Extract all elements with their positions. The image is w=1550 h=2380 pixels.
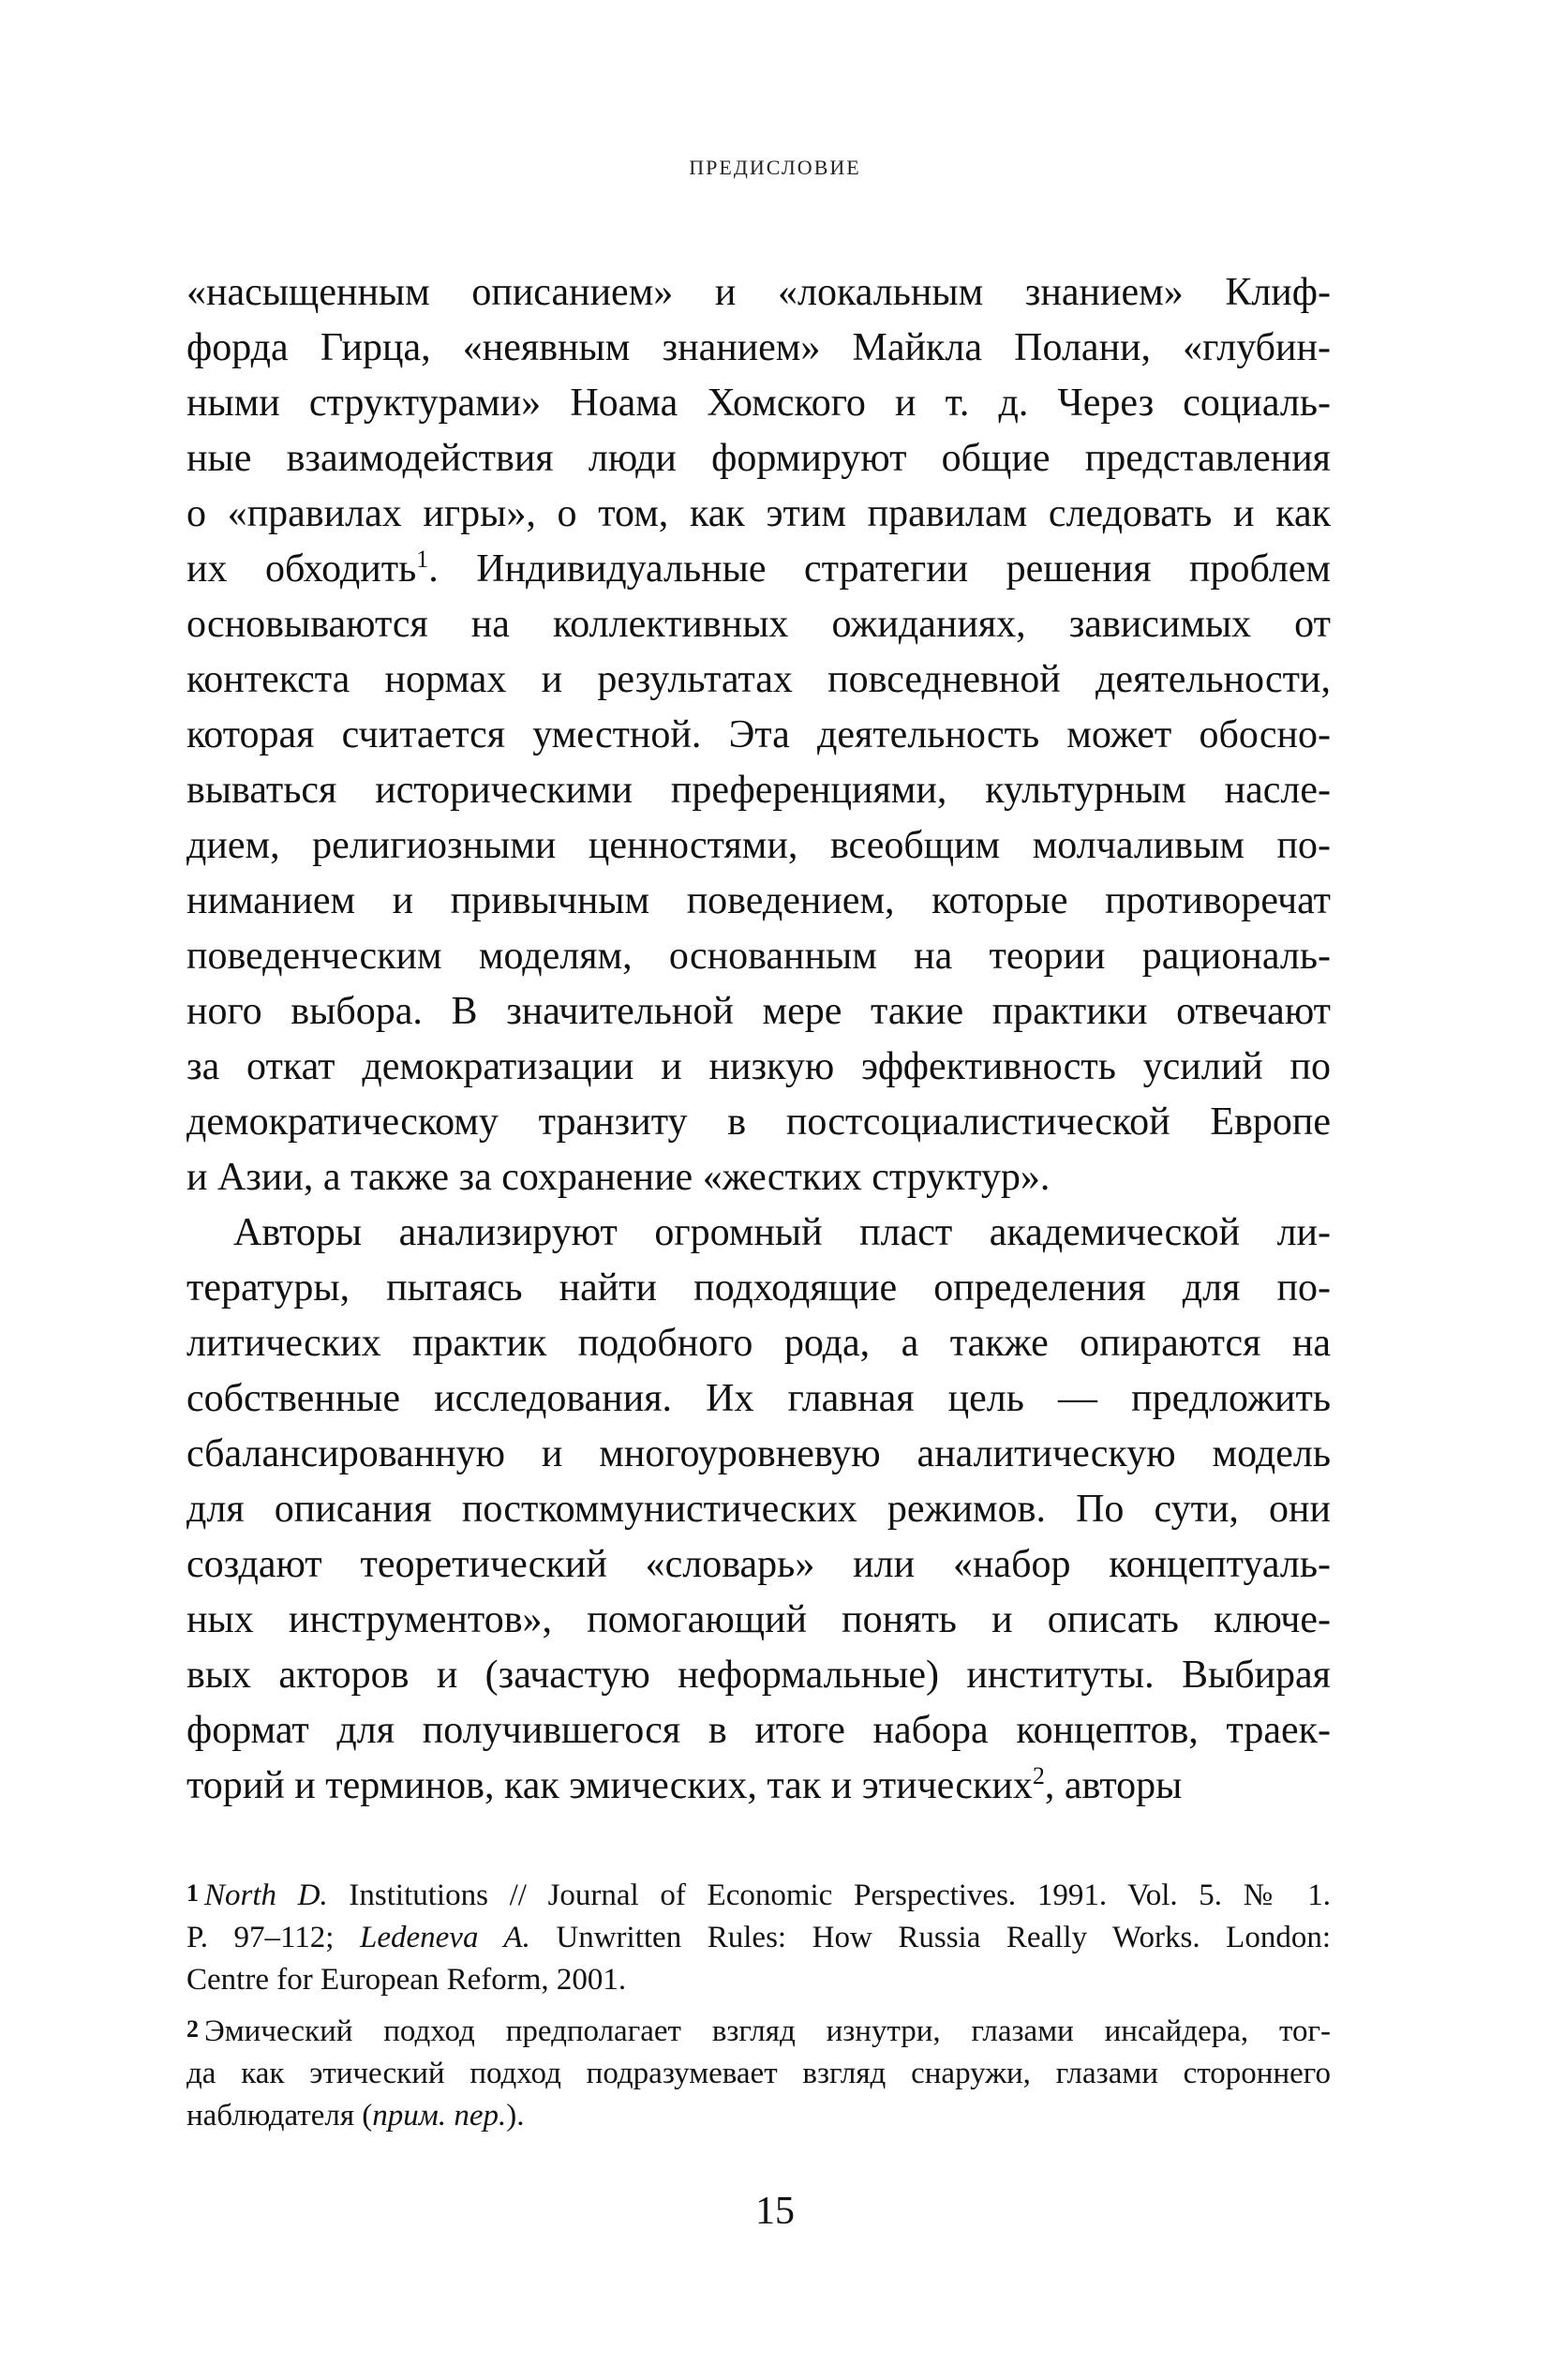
- text-line: [186, 542, 1331, 597]
- text-segment: дием, религиозными ценностями, всеобщим молчаливым по-: [186, 824, 1331, 867]
- text-segment: прим. пер.: [372, 2099, 507, 2133]
- text-line: [186, 1482, 1331, 1537]
- footnote-line: [186, 1875, 1331, 1917]
- text-line: [186, 1703, 1331, 1759]
- text-line: [186, 652, 1331, 708]
- text-segment: формат для получившегося в итоге набора концептов, траек-: [186, 1709, 1331, 1752]
- text-line: [186, 1759, 1331, 1814]
- footnote-ref[interactable]: 1: [416, 546, 429, 573]
- footnote-number: 1: [186, 1879, 199, 1907]
- text-line: [186, 431, 1331, 486]
- text-line: [186, 1095, 1331, 1150]
- text-line: [186, 708, 1331, 763]
- text-segment: ными структурами» Ноама Хомского и т. д. Через социаль-: [186, 382, 1331, 425]
- text-segment: ного выбора. В значительной мере такие практики отвечают: [186, 990, 1331, 1033]
- footnote-line: [186, 1959, 1331, 2001]
- text-segment: «насыщенным описанием» и «локальным знанием» Клиф-: [186, 271, 1331, 314]
- text-segment: Авторы анализируют огромный пласт академической ли-: [233, 1211, 1331, 1254]
- text-line: [186, 1537, 1331, 1593]
- text-segment: ные взаимодействия люди формируют общие представления: [186, 437, 1331, 480]
- text-segment: литических практик подобного рода, а также опираются на: [186, 1322, 1331, 1365]
- footnote-line: [186, 1917, 1331, 1959]
- text-segment: Institutions // Journal of Economic Perspectives. 1991. Vol. 5. № 1.: [327, 1879, 1331, 1912]
- text-line: [186, 1648, 1331, 1703]
- text-line: [186, 1371, 1331, 1427]
- page-number: 15: [755, 2190, 795, 2233]
- text-line: [186, 376, 1331, 431]
- text-segment: тературы, пытаясь найти подходящие определения для по-: [186, 1266, 1331, 1310]
- text-segment: собственные исследования. Их главная цель — предложить: [186, 1377, 1331, 1420]
- text-line: [186, 597, 1331, 652]
- text-segment: наблюдателя (: [186, 2099, 373, 2133]
- text-segment: да как этический подход подразумевает взгляд снаружи, глазами стороннего: [186, 2057, 1331, 2090]
- footnote-line: [186, 2011, 1331, 2053]
- text-segment: P. 97–112;: [186, 1921, 361, 1954]
- body-text: [186, 265, 1331, 1814]
- text-line: [186, 486, 1331, 542]
- text-segment: основываются на коллективных ожиданиях, зависимых от: [186, 603, 1331, 646]
- footnote-number: 2: [186, 2015, 199, 2043]
- footnote-line: [186, 2095, 1331, 2137]
- text-segment: ных инструментов», помогающий понять и описать ключе-: [186, 1598, 1331, 1641]
- text-line: [186, 1427, 1331, 1482]
- text-line: [186, 1261, 1331, 1316]
- text-segment: для описания посткоммунистических режимов. По сути, они: [186, 1488, 1331, 1531]
- text-segment: Эмический подход предполагает взгляд изнутри, глазами инсайдера, тог-: [204, 2014, 1331, 2048]
- text-line: [186, 321, 1331, 376]
- text-segment: вываться историческими преференциями, культурным насле-: [186, 769, 1331, 812]
- running-head: ПРЕДИСЛОВИЕ: [689, 156, 861, 179]
- text-line: [186, 984, 1331, 1040]
- text-segment: поведенческим моделям, основанным на теории рациональ-: [186, 935, 1331, 978]
- text-segment: сбалансированную и многоуровневую аналитическую модель: [186, 1432, 1331, 1475]
- text-line: [186, 1593, 1331, 1648]
- text-line: [186, 265, 1331, 321]
- text-line: [186, 818, 1331, 874]
- footnote-line: [186, 2053, 1331, 2095]
- text-segment: контекста нормах и результатах повседневной деятельности,: [186, 658, 1331, 701]
- text-segment: , авторы: [1044, 1764, 1183, 1807]
- text-segment: . Индивидуальные стратегии решения проблем: [428, 547, 1331, 591]
- footnote-1: [186, 1875, 1331, 2001]
- text-segment: которая считается уместной. Эта деятельность может обосно-: [186, 713, 1331, 756]
- text-line: [186, 874, 1331, 929]
- text-line: [186, 1205, 1331, 1261]
- footnote-ref[interactable]: 2: [1032, 1762, 1045, 1789]
- text-segment: и Азии, а также за сохранение «жестких структур».: [186, 1156, 1051, 1199]
- text-segment: их обходить: [186, 547, 417, 591]
- text-segment: ).: [506, 2099, 525, 2133]
- text-segment: вых акторов и (зачастую неформальные) институты. Выбирая: [186, 1654, 1331, 1697]
- text-segment: Ledeneva A.: [360, 1921, 530, 1954]
- text-line: [186, 1040, 1331, 1095]
- text-segment: создают теоретический «словарь» или «набор концептуаль-: [186, 1543, 1331, 1586]
- text-segment: Unwritten Rules: How Russia Really Works. London:: [529, 1921, 1331, 1954]
- text-segment: форда Гирца, «неявным знанием» Майкла Полани, «глубин-: [186, 326, 1331, 369]
- footnote-2: [186, 2011, 1331, 2137]
- text-line: [186, 763, 1331, 818]
- text-segment: демократическому транзиту в постсоциалистической Европе: [186, 1100, 1331, 1144]
- text-line: [186, 1316, 1331, 1371]
- text-segment: North D.: [204, 1879, 328, 1912]
- text-segment: торий и терминов, как эмических, так и этических: [186, 1764, 1033, 1807]
- text-line: [186, 929, 1331, 984]
- text-line: [186, 1150, 1331, 1205]
- text-segment: ниманием и привычным поведением, которые противоречат: [186, 879, 1331, 922]
- text-segment: за откат демократизации и низкую эффективность усилий по: [186, 1045, 1331, 1088]
- text-segment: о «правилах игры», о том, как этим правилам следовать и как: [186, 492, 1331, 535]
- text-segment: Centre for European Reform, 2001.: [186, 1963, 627, 1997]
